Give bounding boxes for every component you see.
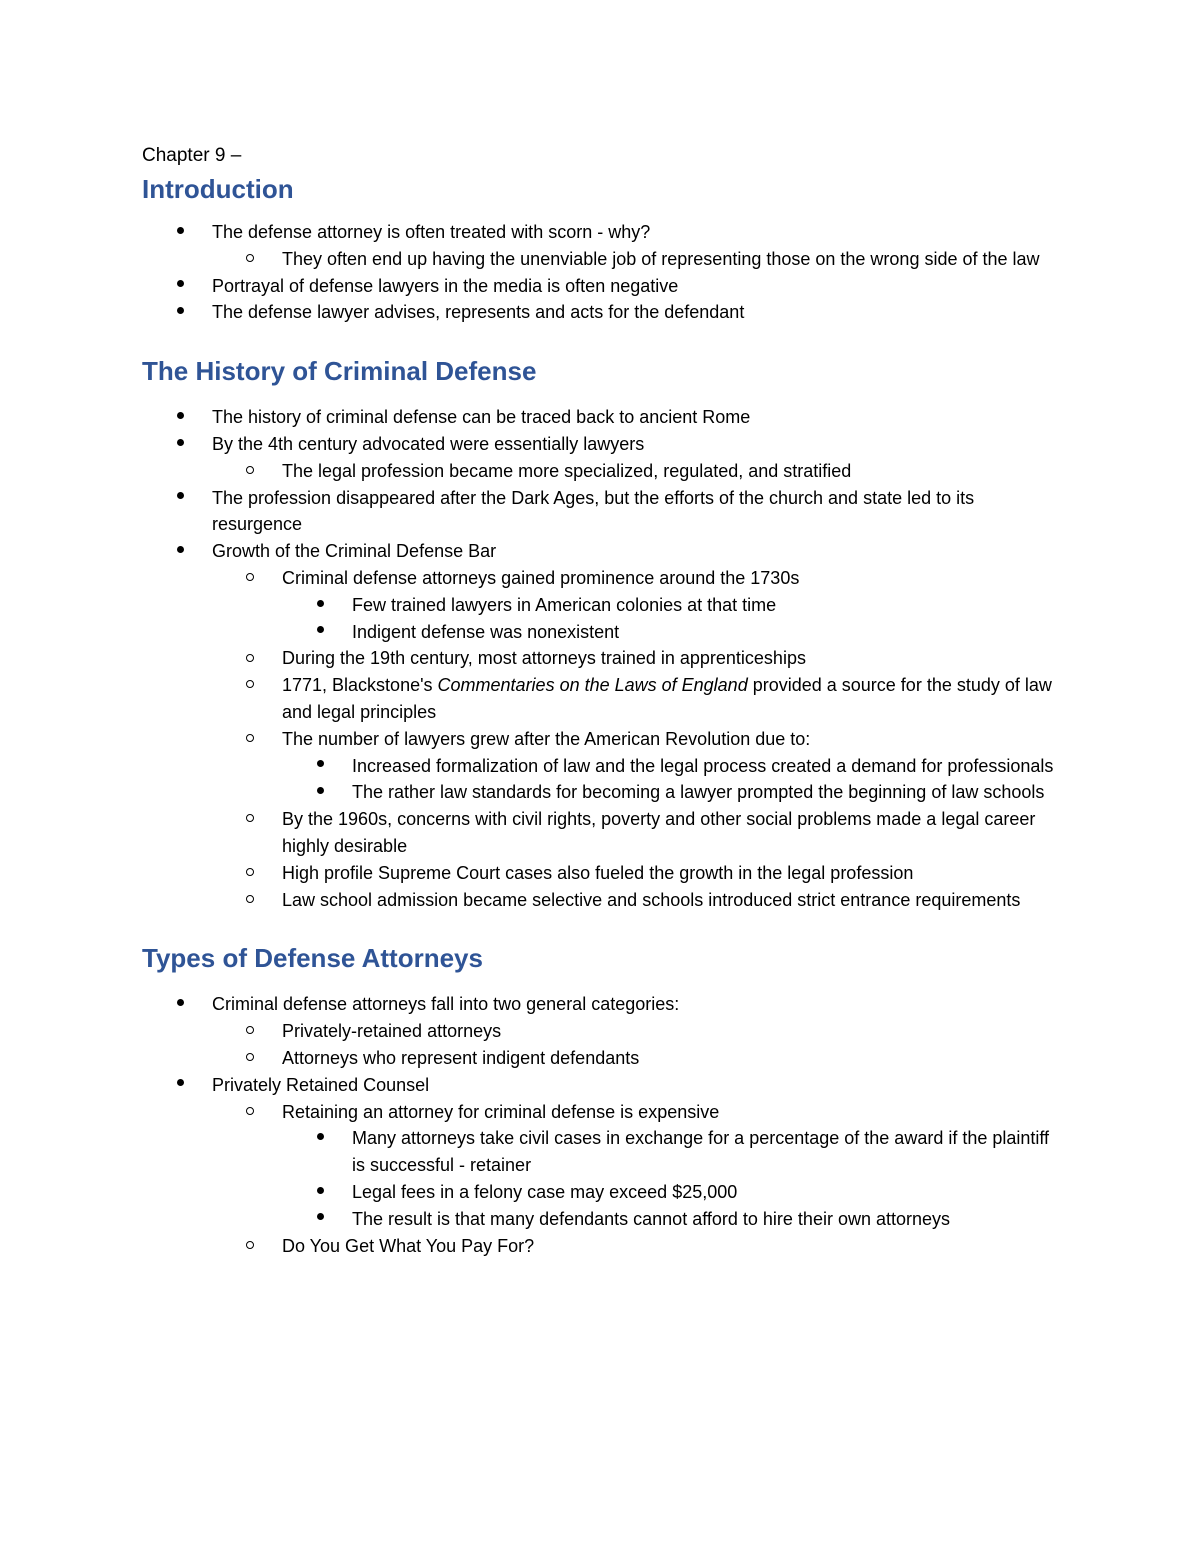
types-list <box>142 991 1062 1259</box>
list-item: Criminal defense attorneys gained prominence around the 1730s Few trained lawyers in American colonies at that time Indigent defense was nonexistent <box>212 565 1062 645</box>
bullet-ring-icon <box>240 565 260 589</box>
sublist <box>142 1018 1062 1072</box>
chapter-label: Chapter 9 – <box>142 145 242 166</box>
sublist <box>212 1125 1062 1232</box>
list-item: The number of lawyers grew after the American Revolution due to: Increased formalization of law and the legal process created a demand for professionals The rather law standards for becoming a lawyer prompted the beginning of law schools <box>212 726 1062 806</box>
heading-introduction: Introduction <box>142 174 294 204</box>
bullet-dot-icon <box>170 299 190 323</box>
introduction-list <box>142 219 1062 326</box>
list-item: 1771, Blackstone's Commentaries on the Laws of England provided a source for the study of law and legal principles <box>212 672 1062 726</box>
sublist <box>212 592 1062 646</box>
bullet-ring-icon <box>240 1233 260 1257</box>
sublist <box>142 246 1062 273</box>
list-item: Criminal defense attorneys fall into two general categories: Privately-retained attorneys Attorneys who represent indigent defendants <box>142 991 1062 1071</box>
list-item: The defense attorney is often treated with scorn - why? They often end up having the unenviable job of representing those on the wrong side of the law <box>142 219 1062 273</box>
bullet-dot-icon <box>170 1072 190 1096</box>
bullet-dot-icon <box>310 779 330 803</box>
list-item: Law school admission became selective and schools introduced strict entrance requirements <box>212 887 1062 914</box>
bullet-dot-icon <box>170 273 190 297</box>
list-item: During the 19th century, most attorneys trained in apprenticeships <box>212 645 1062 672</box>
list-item: By the 1960s, concerns with civil rights, poverty and other social problems made a legal career highly desirable <box>212 806 1062 860</box>
list-item: Few trained lawyers in American colonies at that time <box>282 592 1062 619</box>
sublist <box>212 753 1062 807</box>
sublist <box>142 565 1062 913</box>
bullet-ring-icon <box>240 246 260 270</box>
bullet-ring-icon <box>240 1018 260 1042</box>
bullet-dot-icon <box>170 404 190 428</box>
bullet-ring-icon <box>240 806 260 830</box>
bullet-ring-icon <box>240 645 260 669</box>
list-item: Retaining an attorney for criminal defense is expensive Many attorneys take civil cases in exchange for a percentage of the award if the plaintiff is successful - retainer Legal fees in a felony case may exceed $25,000 The result is that many defendants cannot afford to hire their own attorneys <box>212 1099 1062 1233</box>
heading-types: Types of Defense Attorneys <box>142 943 483 974</box>
book-title: Commentaries on the Laws of England <box>437 675 748 696</box>
bullet-dot-icon <box>310 753 330 777</box>
list-item: Portrayal of defense lawyers in the media is often negative <box>142 273 1062 300</box>
list-item: Attorneys who represent indigent defendants <box>212 1045 1062 1072</box>
list-item: Increased formalization of law and the legal process created a demand for professionals <box>282 753 1062 780</box>
bullet-dot-icon <box>170 485 190 509</box>
document-body <box>142 143 1062 1259</box>
list-item: Indigent defense was nonexistent <box>282 619 1062 646</box>
bullet-ring-icon <box>240 726 260 750</box>
list-item: They often end up having the unenviable job of representing those on the wrong side of the law <box>212 246 1062 273</box>
bullet-dot-icon <box>310 1125 330 1149</box>
bullet-dot-icon <box>170 219 190 243</box>
bullet-dot-icon <box>170 431 190 455</box>
list-item: High profile Supreme Court cases also fueled the growth in the legal profession <box>212 860 1062 887</box>
sublist <box>142 1099 1062 1260</box>
bullet-ring-icon <box>240 1045 260 1069</box>
bullet-dot-icon <box>310 1179 330 1203</box>
bullet-ring-icon <box>240 860 260 884</box>
list-item: By the 4th century advocated were essentially lawyers The legal profession became more specialized, regulated, and stratified <box>142 431 1062 485</box>
list-item: The legal profession became more specialized, regulated, and stratified <box>212 458 1062 485</box>
list-item: The history of criminal defense can be traced back to ancient Rome <box>142 404 1062 431</box>
bullet-dot-icon <box>310 619 330 643</box>
list-item: The defense lawyer advises, represents and acts for the defendant <box>142 299 1062 326</box>
bullet-dot-icon <box>310 592 330 616</box>
bullet-ring-icon <box>240 887 260 911</box>
list-item: Legal fees in a felony case may exceed $25,000 <box>282 1179 1062 1206</box>
bullet-dot-icon <box>170 991 190 1015</box>
list-item: The rather law standards for becoming a lawyer prompted the beginning of law schools <box>282 779 1062 806</box>
sublist <box>142 458 1062 485</box>
list-item: Do You Get What You Pay For? <box>212 1233 1062 1260</box>
history-list <box>142 404 1062 913</box>
list-item: Privately Retained Counsel Retaining an attorney for criminal defense is expensive Many attorneys take civil cases in exchange for a percentage of the award if the plaintiff is successful - retainer Legal fees in a felony case may exceed $25,000 The result is that many defendants cannot afford to hire their own attorneys Do You Get What You Pay For? <box>142 1072 1062 1260</box>
list-item: Growth of the Criminal Defense Bar Criminal defense attorneys gained prominence around the 1730s Few trained lawyers in American colonies at that time Indigent defense was nonexistent During the 19th century, most attorneys trained in apprenticeships 1771, Blackstone's Commentaries on the Laws of England provided a source for the study of law and legal principles The number of lawyers grew after the American Revolution due to: Increased formalization of law and the legal process created a demand for professionals The rather law standards for becoming a lawyer prompted the beginning of law schools By the 1960s, concerns with civil rights, poverty and other social problems made a legal career highly desirable High profile Supreme Court cases also fueled the growth in the legal profession Law school admission became selective and schools introduced strict entrance requirements <box>142 538 1062 913</box>
bullet-ring-icon <box>240 672 260 696</box>
list-item: Privately-retained attorneys <box>212 1018 1062 1045</box>
list-item: The result is that many defendants cannot afford to hire their own attorneys <box>282 1206 1062 1233</box>
bullet-dot-icon <box>310 1206 330 1230</box>
bullet-ring-icon <box>240 1099 260 1123</box>
bullet-ring-icon <box>240 458 260 482</box>
list-item: The profession disappeared after the Dark Ages, but the efforts of the church and state led to its resurgence <box>142 485 1062 539</box>
bullet-dot-icon <box>170 538 190 562</box>
heading-history: The History of Criminal Defense <box>142 356 537 387</box>
list-item: Many attorneys take civil cases in exchange for a percentage of the award if the plaintiff is successful - retainer <box>282 1125 1062 1179</box>
